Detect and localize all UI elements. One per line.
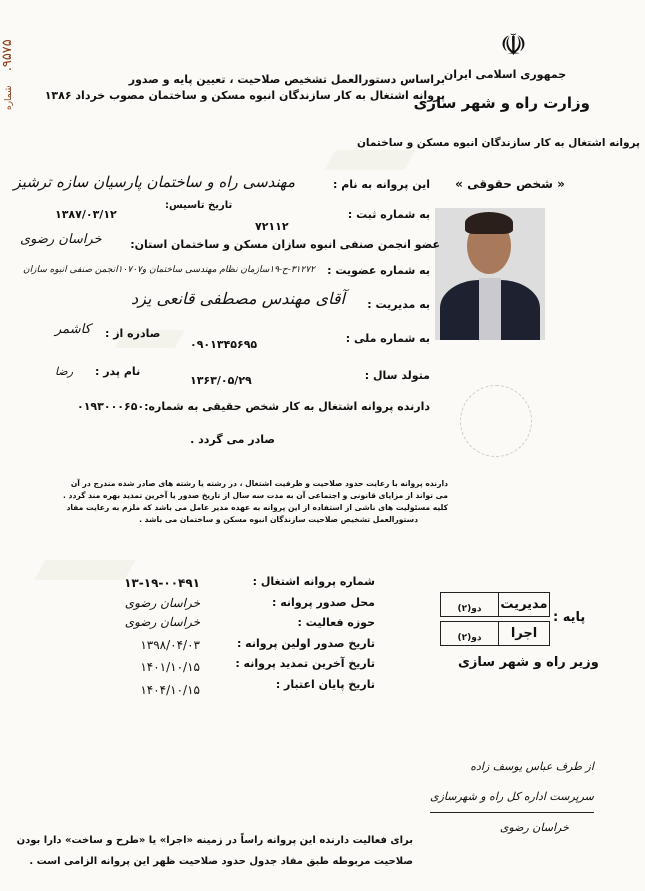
issue-place-value: خراسان رضوی — [124, 596, 200, 610]
member-value: خراسان رضوی — [20, 232, 102, 247]
ministry-name: وزارت راه و شهر سازی — [413, 94, 590, 112]
registration-value: ۷۲۱۱۲ — [255, 220, 289, 233]
last-renewal-date-value: ۱۴۰۱/۱۰/۱۵ — [140, 660, 200, 674]
footer-line: صلاحیت مربوطه طبق مفاد جدول حدود صلاحیت ظهر این پروانه الزامی است . — [29, 856, 413, 867]
condition-line: می تواند از مزایای قانونی و اجتماعی آن به مدت سه سال از تاریخ صدور یا آخرین تمدید بهره مند گردد . — [63, 491, 448, 500]
membership-value: ۳۱۲۷۲-ح-۱۹سازمان نظام مهندسی ساختمان و۱۰۷۰۷انجمن صنفی انبوه سازان — [23, 265, 315, 275]
expiry-date-value: ۱۴۰۴/۱۰/۱۵ — [140, 683, 200, 697]
name-label: این پروانه به نام : — [332, 178, 430, 191]
license-number-value: ۱۳-۱۹-۰۰۴۹۱ — [124, 576, 200, 590]
father-label: نام پدر : — [95, 365, 141, 378]
condition-line: دستورالعمل تشخیص صلاحیت سازندگان انبوه مسکن و ساختمان می باشد . — [139, 515, 418, 524]
license-labels — [235, 572, 375, 695]
holder-text: دارنده پروانه اشتغال به کار شخص حقیقی به شماره: — [144, 400, 430, 413]
issued-text: صادر می گردد . — [190, 433, 275, 446]
country-name: جمهوری اسلامی ایران — [443, 68, 567, 81]
first-issue-date-label: تاریخ صدور اولین پروانه : — [236, 636, 375, 650]
license-number-label: شماره پروانه اشتغال : — [252, 575, 375, 588]
footer-note — [17, 830, 413, 872]
iran-emblem-icon: ☫ — [500, 28, 527, 63]
first-issue-date-value: ۱۳۹۸/۰۴/۰۳ — [140, 638, 200, 652]
grade-field: مدیریت — [498, 593, 549, 616]
entity-type: « شخص حقوقی » — [455, 177, 565, 191]
signature-line: از طرف عباس یوسف زاده — [470, 760, 594, 773]
conditions-paragraph — [63, 478, 448, 526]
grade-field: اجرا — [498, 622, 549, 645]
grade-value: دو(۲) — [457, 633, 482, 643]
intro-line: پروانه اشتغال به کار سازندگان انبوه مسکن و ساختمان مصوب خرداد ۱۳۸۶ — [44, 89, 445, 102]
registration-label: به شماره ثبت : — [347, 208, 430, 221]
issue-place-label: محل صدور پروانه : — [272, 595, 375, 609]
condition-line: دارنده پروانه با رعایت حدود صلاحیت و ظرفیت اشتغال ، در رشته یا رشته های صادر شده مندرج در آن — [70, 479, 448, 488]
signature-line: سرپرست اداره کل راه و شهرسازی — [430, 782, 594, 813]
background-pattern — [34, 560, 136, 580]
grade-row-management — [440, 592, 550, 617]
background-pattern — [324, 150, 416, 170]
signature-line: خراسان رضوی — [499, 821, 569, 834]
last-renewal-date-label: تاریخ آخرین تمدید پروانه : — [235, 657, 375, 670]
grade-row-execution — [440, 621, 550, 646]
license-title: پروانه اشتغال به کار سازندگان انبوه مسکن و ساختمان — [356, 137, 640, 149]
issued-from-label: صادره از : — [105, 327, 161, 340]
intro-paragraph — [45, 72, 445, 104]
expiry-date-label: تاریخ پایان اعتبار : — [275, 677, 375, 691]
manager-label: به مدیریت : — [367, 298, 430, 311]
condition-line: کلیه مسئولیت های ناشی از استفاده از این پروانه به عهده مدیر عامل می باشد که ملزم به رعایت مفاد — [66, 503, 448, 512]
national-id-value: ۰۹۰۱۳۴۵۶۹۵ — [190, 338, 258, 351]
grade-label: پایه : — [553, 610, 586, 625]
footer-line: برای فعالیت دارنده این پروانه راساً در زمینه «اجرا» یا «طرح و ساخت» دارا بودن — [16, 835, 413, 846]
minister-title: وزیر راه و شهر سازی — [458, 655, 599, 670]
manager-value: آقای مهندس مصطفی قانعی یزد — [131, 289, 345, 308]
signature-block — [430, 752, 594, 843]
holder-line — [77, 400, 430, 413]
holder-photo — [435, 208, 545, 340]
stamp — [460, 385, 532, 457]
grade-value: دو(۲) — [457, 604, 482, 614]
father-value: رضا — [55, 365, 74, 378]
serial-label: شماره — [4, 85, 14, 110]
member-label: عضو انجمن صنفی انبوه سازان مسکن و ساختمان استان: — [130, 238, 440, 251]
serial-value: ۹۵۷۵. — [0, 39, 15, 72]
serial-number — [0, 39, 15, 110]
activity-area-value: خراسان رضوی — [124, 615, 200, 629]
membership-label: به شماره عضویت : — [327, 264, 430, 277]
name-value: مهندسی راه و ساختمان پارسیان سازه ترشیز — [13, 173, 295, 191]
issued-from-value: کاشمر — [55, 322, 91, 337]
intro-line: براساس دستورالعمل تشخیص صلاحیت ، تعیین پایه و صدور — [128, 73, 445, 86]
holder-value: ۰۱۹۳۰۰۰۶۵۰ — [77, 400, 145, 413]
activity-area-label: حوزه فعالیت : — [297, 616, 375, 629]
birth-label: متولد سال : — [364, 369, 430, 382]
founded-label: تاریخ تاسیس: — [165, 200, 233, 211]
founded-value: ۱۳۸۷/۰۳/۱۲ — [55, 208, 117, 221]
national-id-label: به شماره ملی : — [345, 332, 430, 345]
birth-value: ۱۳۶۳/۰۵/۲۹ — [190, 374, 252, 387]
